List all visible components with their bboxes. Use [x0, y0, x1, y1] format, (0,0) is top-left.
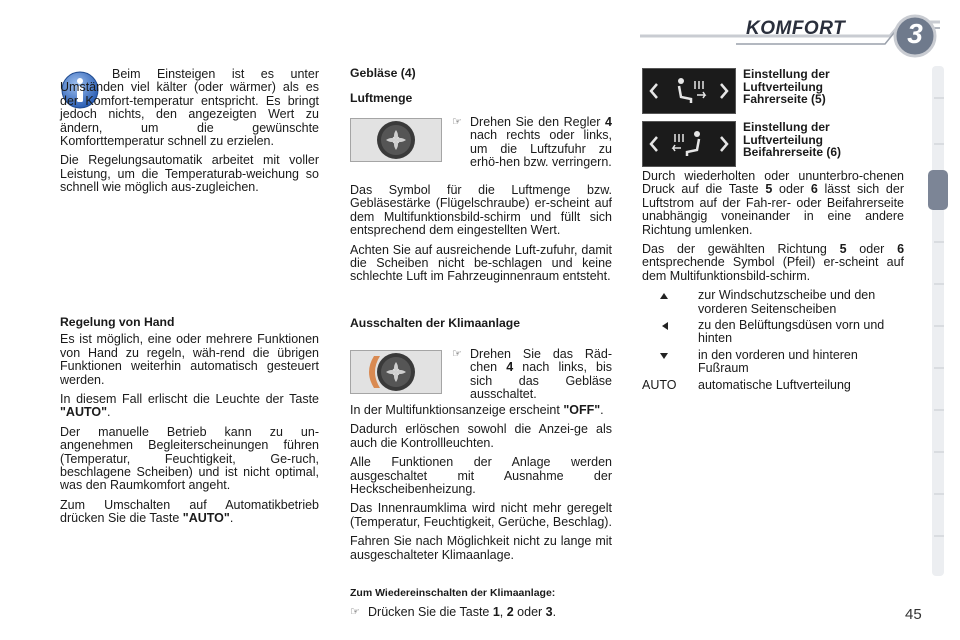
- fan-section: [350, 67, 612, 112]
- fan-knob-image: [350, 118, 442, 162]
- pointing-hand-icon: ☞: [452, 348, 462, 360]
- press-instruction: Drücken Sie die Taste 1, 2 oder 3.: [368, 605, 557, 620]
- drive-paragraph: Fahren Sie nach Möglichkeit nicht zu lange mit ausgeschalteter Klimaanlage.: [350, 534, 612, 562]
- page-number: 45: [905, 606, 922, 623]
- amount-heading: Luftmenge: [350, 91, 413, 106]
- manual-section: [60, 316, 319, 532]
- manual-heading: Regelung von Hand: [60, 315, 175, 329]
- direction-item: zu den Belüftungsdüsen vorn und hinten: [642, 319, 904, 346]
- arrow-left-icon: [662, 322, 668, 330]
- warning-paragraph: Achten Sie auf ausreichende Luft-zufuhr, damit die Scheiben nicht be-schlagen und keine schlechte Luft im Fahrzeuginnenraum entsteht.: [350, 242, 612, 284]
- off-instruction: ☞ Drehen Sie das Räd-chen 4 nach links, bis sich das Gebläse ausschaltet.: [452, 347, 612, 402]
- arrow-down-icon: [660, 353, 668, 359]
- manual-paragraph-3: Der manuelle Betrieb kann zu un-angenehmen Begleiterscheinungen führen (Temperatur, Feuchtigkeit, Ge-ruch, beschlagene Scheiben) und ist nicht optimal, was den Raumkomfort angeht.: [60, 424, 319, 493]
- driver-distribution-button-image: [642, 68, 736, 114]
- fan-knob-off-image: [350, 350, 442, 394]
- fan-instruction: ☞ Drehen Sie den Regler 4 nach rechts oder links, um die Luftzufuhr zu erhö-hen bzw. verringern.: [452, 115, 612, 170]
- reon-section: [350, 587, 612, 620]
- pointing-hand-icon: ☞: [350, 606, 360, 619]
- symbol-paragraph: Das Symbol für die Luftmenge bzw. Gebläsestärke (Flügelschraube) er-scheint auf dem Multifunktionsbild-schirm und füllt sich entsprechend dem eingestellten Wert.: [350, 183, 612, 238]
- off-details: [350, 404, 612, 568]
- climate-paragraph: Das Innenraumklima wird nicht mehr geregelt (Temperatur, Feuchtigkeit, Gerüche, Beschlag).: [350, 501, 612, 529]
- manual-paragraph-2: In diesem Fall erlischt die Leuchte der Taste "AUTO".: [60, 392, 319, 420]
- direction-item: in den vorderen und hinteren Fußraum: [642, 349, 904, 376]
- chapter-number: 3: [907, 18, 923, 49]
- distribution-paragraph-2: Das der gewählten Richtung 5 oder 6 entsprechende Symbol (Pfeil) er-scheint auf dem Multifunktionsbild-schirm.: [642, 242, 905, 283]
- fan-heading: Gebläse (4): [350, 66, 416, 80]
- pointing-hand-icon: ☞: [452, 116, 462, 128]
- passenger-distribution-label: Einstellung der Luftverteilung Beifahrerseite (6): [743, 120, 842, 160]
- info-note: [60, 68, 319, 201]
- display-paragraph: In der Multifunktionsanzeige erscheint "OFF".: [350, 403, 604, 417]
- fan-details: [350, 184, 612, 290]
- manual-paragraph-1: Es ist möglich, eine oder mehrere Funktionen von Hand zu regeln, wäh-rend die übrigen Funktionen weiterhin automatisch gesteuert werden.: [60, 332, 319, 387]
- reon-heading: Zum Wiedereinschalten der Klimaanlage:: [350, 587, 556, 599]
- arrow-up-icon: [660, 293, 668, 299]
- direction-item: zur Windschutzscheibe und den vorderen Seitenscheiben: [642, 289, 904, 316]
- page-title: KOMFORT: [746, 18, 846, 39]
- info-text: Beim Einsteigen ist es unter Umständen viel kälter (oder wärmer) als es der Komfort-temperatur entspricht. Es bringt jedoch nichts, den angezeigten Wert zu ändern, um die gewünschte Komforttemperatur schnell zu erzielen.: [60, 67, 319, 149]
- auto-key: AUTO: [642, 377, 677, 392]
- manual-paragraph-4: Zum Umschalten auf Automatikbetrieb drücken Sie die Taste "AUTO".: [60, 497, 319, 526]
- distribution-paragraph-1: Durch wiederholten oder ununterbro-chenen Druck auf die Taste 5 oder 6 lässt sich der Luftstrom auf der Fah-rer- oder Beifahrerseite unabhängig voneinander in eine andere Richtung umlenken.: [642, 169, 904, 237]
- direction-item: AUTO automatische Luftverteilung: [642, 377, 851, 392]
- off-section: [350, 317, 612, 336]
- lights-paragraph: Dadurch erlöschen sowohl die Anzei-ge als auch die Kontrollleuchten.: [350, 422, 612, 450]
- off-heading: Ausschalten der Klimaanlage: [350, 316, 521, 330]
- info-paragraph: Die Regelungsautomatik arbeitet mit voller Leistung, um die Temperaturab-weichung so schnell wie möglich aus-zugleichen.: [60, 153, 319, 195]
- distribution-section: [642, 170, 904, 395]
- driver-distribution-label: Einstellung der Luftverteilung Fahrerseite (5): [743, 67, 830, 107]
- passenger-distribution-button-image: [642, 121, 736, 167]
- chapter-tabs: [928, 66, 948, 576]
- all-off-paragraph: Alle Funktionen der Anlage werden ausgeschaltet mit Ausnahme der Heckscheibenheizung.: [350, 455, 612, 497]
